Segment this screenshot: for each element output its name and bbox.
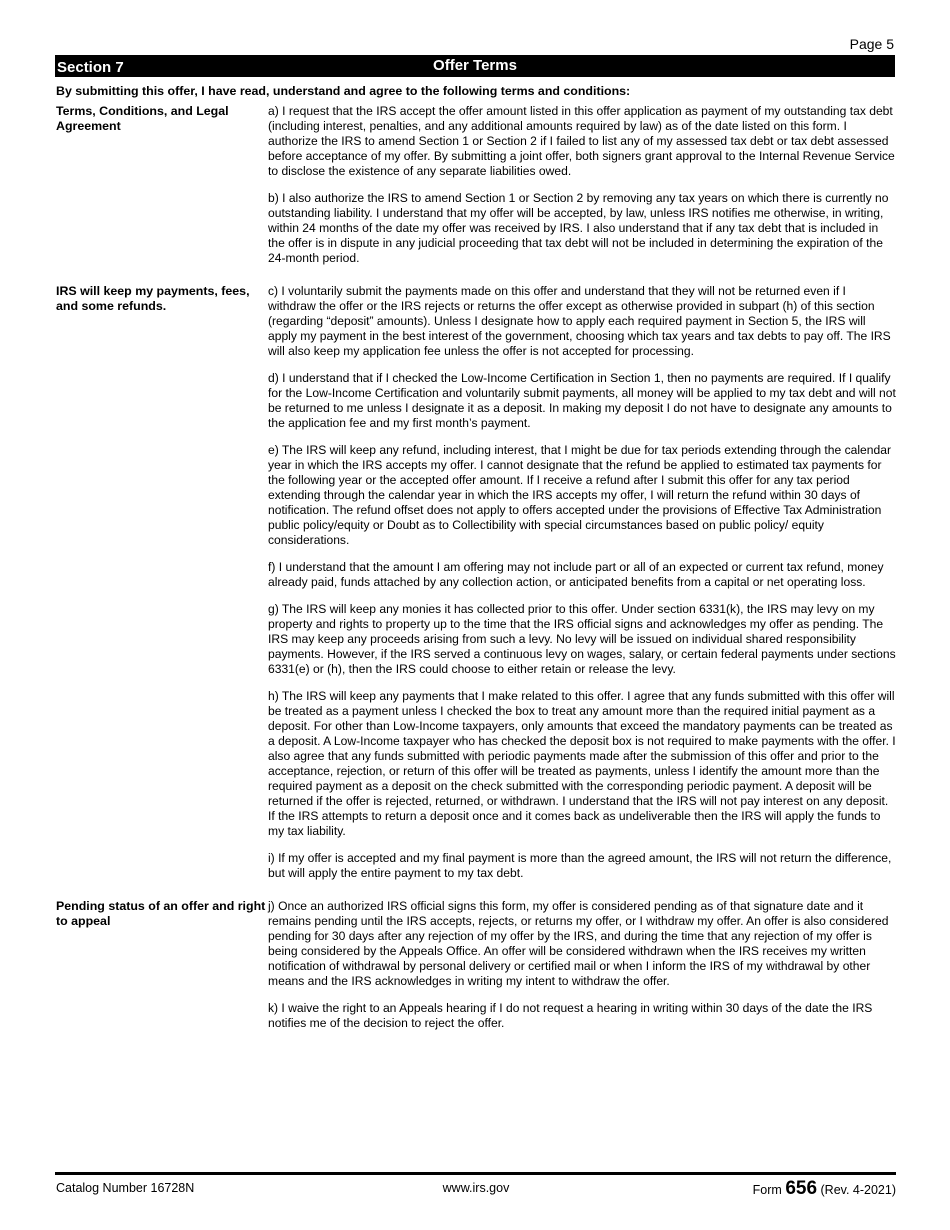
group-label: IRS will keep my payments, fees, and some refunds. <box>56 284 250 313</box>
term-paragraph-e: e) The IRS will keep any refund, including interest, that I might be due for tax periods extending through the calendar year in which the IRS accepts my offer. I cannot designate that the refund be applied to estimated tax payments for the following year or the accepted offer amount. If I receive a refund after I submit this offer for any tax period extending through the calendar year in which the IRS accepts my offer, I will return the refund within 30 days of notification. The refund offset does not apply to offers accepted under the provisions of Effective Tax Administration public policy/equity or Doubt as to Collectibility with special circumstances based on public policy/ equity considerations. <box>268 443 891 547</box>
terms-group-payments-fees-refunds <box>56 284 896 881</box>
group-label: Terms, Conditions, and Legal Agreement <box>56 104 229 133</box>
term-paragraph-i: i) If my offer is accepted and my final payment is more than the agreed amount, the IRS will not return the difference, but will apply the entire payment to my tax debt. <box>268 851 892 880</box>
form-number: 656 <box>785 1178 818 1199</box>
terms-content <box>56 104 896 1049</box>
page-number: Page 5 <box>849 36 894 52</box>
term-paragraph-f: f) I understand that the amount I am offering may not include part or all of an expected or current tax refund, money already paid, funds attached by any collection action, or anticipated benefits from a capital or net operating loss. <box>268 560 884 589</box>
form-identifier <box>753 1178 896 1200</box>
term-paragraph-j: j) Once an authorized IRS official signs this form, my offer is considered pending as of that signature date and it remains pending until the IRS accepts, rejects, or returns my offer, or I withdraw my offer. An offer is also considered pending for 30 days after any rejection of my offer by the IRS, and during the time that any rejection of my offer is being considered by the Appeals Office. An offer will be considered withdrawn when the IRS receives my written notification of withdrawal by personal delivery or certified mail or when I inform the IRS of my withdrawal by other means and the IRS acknowledges in writing my intent to withdraw the offer. <box>268 899 889 988</box>
term-paragraph-b: b) I also authorize the IRS to amend Section 1 or Section 2 by removing any tax years on which there is currently no outstanding liability. I understand that my offer will be accepted, by law, unless IRS notifies me otherwise, in writing, within 24 months of the date my offer was received by IRS. I also understand that if any tax debt that is included in the offer is in dispute in any judicial proceeding that tax debt will not be included in determining the expiration of the 24-month period. <box>268 191 889 265</box>
term-paragraph-c: c) I voluntarily submit the payments made on this offer and understand that they will not be returned even if I withdraw the offer or the IRS rejects or returns the offer except as otherwise provided in subpart (h) of this section (regarding “deposit” amounts). Unless I designate how to apply each required payment in Section 5, the IRS will apply my payment in the best interest of the government, choosing which tax years and tax debts to pay off. The IRS will also keep my application fee unless the offer is not accepted for processing. <box>268 284 891 358</box>
term-paragraph-h: h) The IRS will keep any payments that I make related to this offer. I agree that any funds submitted with this offer will be treated as a payment unless I checked the box to treat any amount more than the required initial payment as a deposit. For other than Low-Income taxpayers, only amounts that exceed the mandatory payments can be treated as a deposit. A Low-Income taxpayer who has checked the deposit box is not required to make payments with the offer. I also agree that any funds submitted with periodic payments made after the submission of this offer and prior to the acceptance, rejection, or return of this offer will be treated as payments, unless I identify the amount more than the required payment as a deposit on the check submitted with the corresponding periodic payment. A deposit will be returned if the offer is rejected, returned, or withdrawn. I understand that the IRS will not pay interest on any deposit. If the IRS attempts to return a deposit once and it comes back as undeliverable then the IRS will apply the funds to my tax liability. <box>268 689 896 838</box>
term-paragraph-d: d) I understand that if I checked the Low-Income Certification in Section 1, then no payments are required. If I qualify for the Low-Income Certification and voluntarily submit payments, all money will be applied to my tax debt and will not be returned to me unless I designate it as a deposit. In making my deposit I do not have to designate any amounts to the application fee and my first month’s payment. <box>268 371 896 430</box>
form-revision: (Rev. 4-2021) <box>820 1183 896 1197</box>
footer-divider <box>55 1172 896 1175</box>
catalog-number: Catalog Number 16728N <box>56 1181 195 1195</box>
irs-website: www.irs.gov <box>442 1181 510 1195</box>
section-label: Section 7 <box>57 59 124 76</box>
term-paragraph-a: a) I request that the IRS accept the offer amount listed in this offer application as payment of my outstanding tax debt (including interest, penalties, and any additional amounts required by law) as of the date listed on this form. I authorize the IRS to amend Section 1 or Section 2 if I failed to list any of my assessed tax debt or tax debt assessed before acceptance of my offer. By submitting a joint offer, both signers grant approval to the Internal Revenue Service to disclose the existence of any separate liabilities owed. <box>268 104 895 178</box>
intro-statement: By submitting this offer, I have read, understand and agree to the following terms and conditions: <box>56 84 631 98</box>
group-label: Pending status of an offer and right to appeal <box>56 899 266 928</box>
section-title: Offer Terms <box>433 57 517 74</box>
term-paragraph-g: g) The IRS will keep any monies it has collected prior to this offer. Under section 6331(k), the IRS may levy on my property and rights to property up to the time that the IRS official signs and acknowledges my offer as pending. The IRS may keep any proceeds arising from such a levy. No levy will be issued on individual shared responsibility payments. However, if the IRS served a continuous levy on wages, salary, or certain federal payments under sections 6331(e) or (h), then the IRS could choose to either retain or release the levy. <box>268 602 896 676</box>
term-paragraph-k: k) I waive the right to an Appeals hearing if I do not request a hearing in writing within 30 days of the date the IRS notifies me of the decision to reject the offer. <box>268 1001 873 1030</box>
form-prefix: Form <box>752 1183 782 1197</box>
page-footer <box>56 1178 896 1200</box>
section-header-bar <box>55 55 895 77</box>
terms-group-legal-agreement <box>56 104 896 266</box>
terms-group-pending-status-appeal <box>56 899 896 1031</box>
